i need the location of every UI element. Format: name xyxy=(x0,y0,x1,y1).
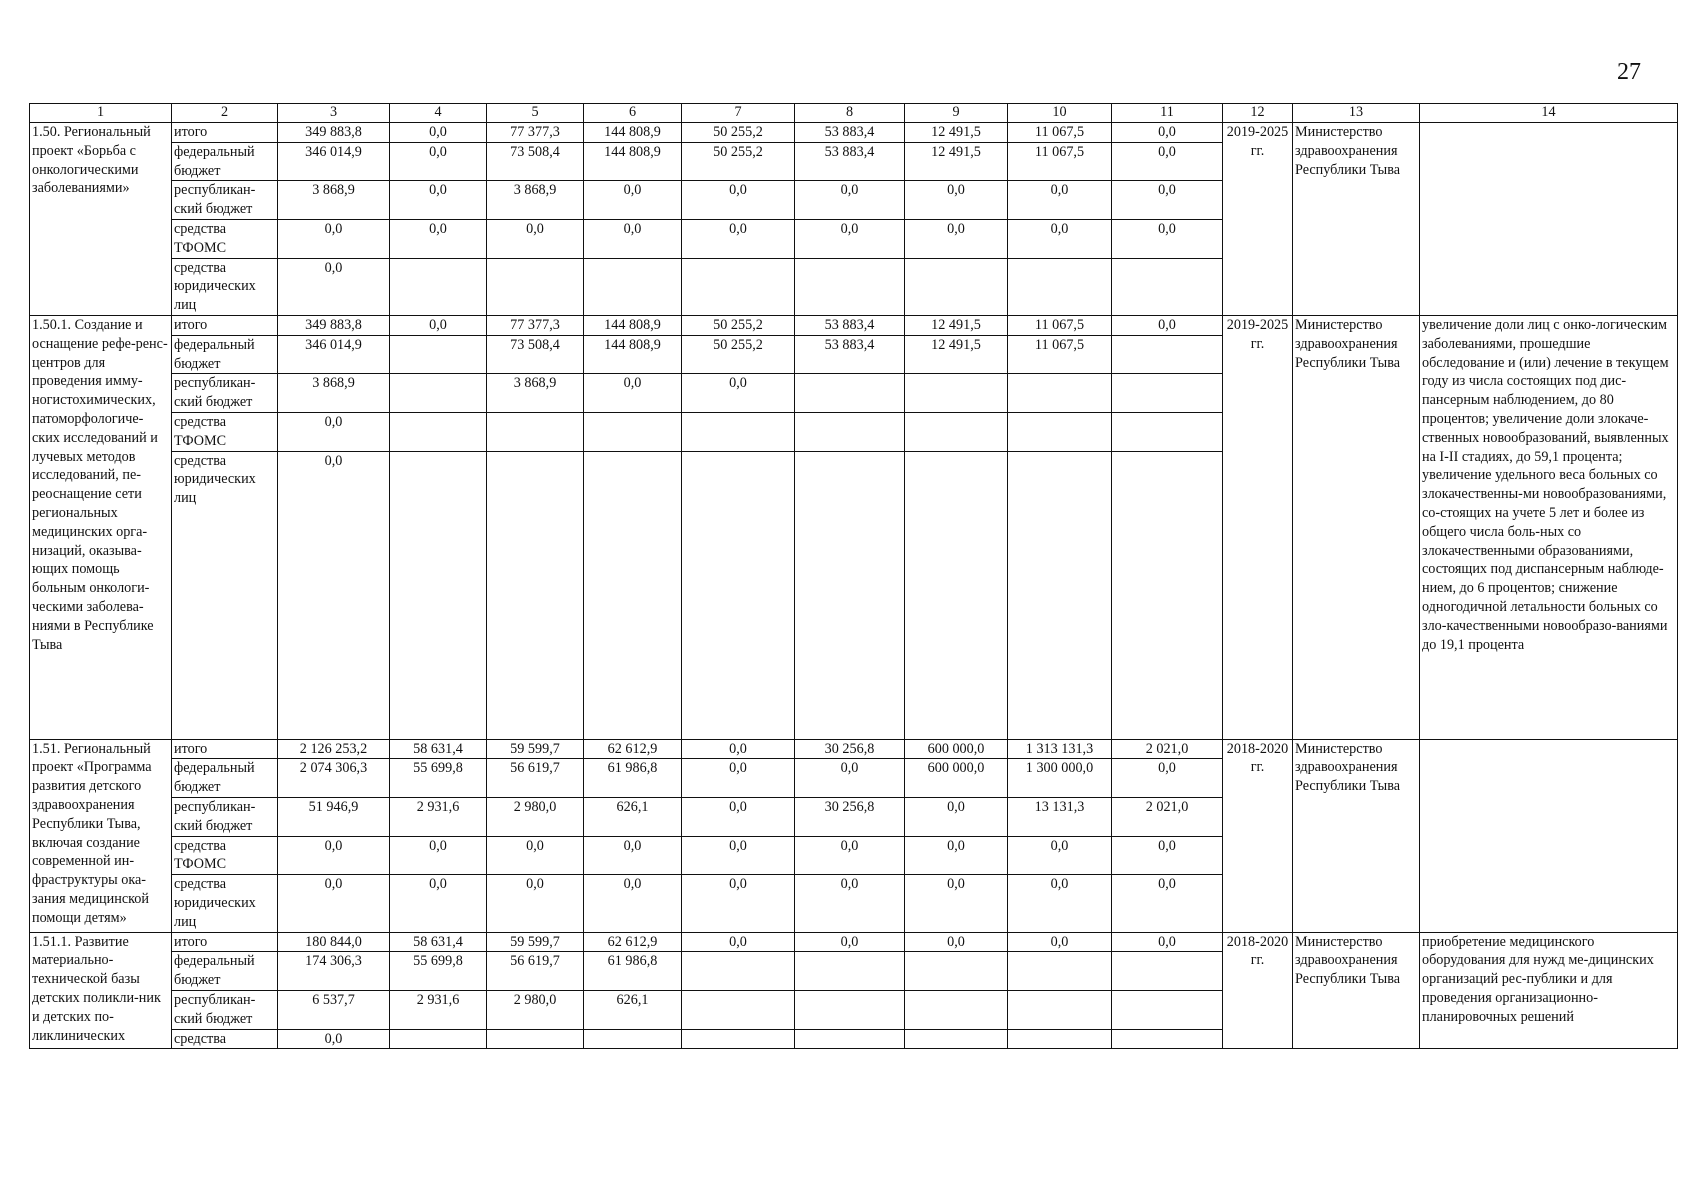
implementation-period: 2019-2025 гг. xyxy=(1223,123,1293,316)
amount-cell: 2 980,0 xyxy=(487,990,584,1029)
amount-cell: 0,0 xyxy=(390,836,487,875)
amount-cell xyxy=(1008,258,1112,315)
amount-cell: 1 313 131,3 xyxy=(1008,739,1112,759)
amount-cell: 11 067,5 xyxy=(1008,142,1112,181)
funding-source-label: республикан-ский бюджет xyxy=(172,374,278,413)
amount-cell: 0,0 xyxy=(1112,836,1223,875)
amount-cell: 51 946,9 xyxy=(278,797,390,836)
amount-cell xyxy=(1112,412,1223,451)
amount-cell: 0,0 xyxy=(1112,219,1223,258)
amount-cell xyxy=(682,952,795,991)
amount-cell xyxy=(1112,258,1223,315)
amount-cell xyxy=(1008,990,1112,1029)
amount-cell: 11 067,5 xyxy=(1008,335,1112,374)
column-number: 3 xyxy=(278,104,390,123)
amount-cell xyxy=(905,1029,1008,1049)
funding-source-label: итого xyxy=(172,123,278,143)
amount-cell: 3 868,9 xyxy=(487,181,584,220)
amount-cell: 73 508,4 xyxy=(487,142,584,181)
amount-cell: 55 699,8 xyxy=(390,759,487,798)
amount-cell: 0,0 xyxy=(278,451,390,739)
amount-cell: 349 883,8 xyxy=(278,315,390,335)
amount-cell: 0,0 xyxy=(1112,142,1223,181)
amount-cell: 12 491,5 xyxy=(905,335,1008,374)
amount-cell: 0,0 xyxy=(390,219,487,258)
amount-cell: 174 306,3 xyxy=(278,952,390,991)
amount-cell: 626,1 xyxy=(584,990,682,1029)
amount-cell: 346 014,9 xyxy=(278,142,390,181)
expected-result xyxy=(1420,739,1678,932)
page-number: 27 xyxy=(1617,59,1641,85)
amount-cell: 53 883,4 xyxy=(795,123,905,143)
amount-cell xyxy=(795,990,905,1029)
funding-source-label: средства юридических лиц xyxy=(172,875,278,932)
amount-cell: 0,0 xyxy=(1112,181,1223,220)
amount-cell: 58 631,4 xyxy=(390,932,487,952)
amount-cell: 144 808,9 xyxy=(584,142,682,181)
amount-cell: 0,0 xyxy=(1008,875,1112,932)
column-number: 7 xyxy=(682,104,795,123)
amount-cell xyxy=(1112,335,1223,374)
section-title: 1.51.1. Развитие материально-технической базы детских поликли-ник и детских по-ликлинических xyxy=(30,932,172,1049)
amount-cell: 0,0 xyxy=(487,836,584,875)
funding-source-label: федеральный бюджет xyxy=(172,335,278,374)
amount-cell xyxy=(1008,374,1112,413)
amount-cell xyxy=(390,1029,487,1049)
column-number: 9 xyxy=(905,104,1008,123)
amount-cell: 56 619,7 xyxy=(487,759,584,798)
column-number: 4 xyxy=(390,104,487,123)
amount-cell: 58 631,4 xyxy=(390,739,487,759)
amount-cell xyxy=(905,412,1008,451)
amount-cell: 0,0 xyxy=(905,797,1008,836)
funding-source-label: итого xyxy=(172,315,278,335)
column-number-row xyxy=(30,104,1678,123)
amount-cell: 0,0 xyxy=(487,219,584,258)
section-title: 1.50.1. Создание и оснащение рефе-ренс-центров для проведения имму-ногистохимических, патоморфологиче-ских исследований и лучевых методов исследований, пе-реоснащение сети региональных медицинских орга-низаций, оказыва-ющих помощь больным онкологи-ческими заболева-ниями в Республике Тыва xyxy=(30,315,172,739)
amount-cell xyxy=(795,952,905,991)
amount-cell xyxy=(1008,412,1112,451)
amount-cell: 61 986,8 xyxy=(584,952,682,991)
amount-cell: 0,0 xyxy=(682,759,795,798)
amount-cell: 11 067,5 xyxy=(1008,315,1112,335)
amount-cell xyxy=(795,412,905,451)
amount-cell: 144 808,9 xyxy=(584,123,682,143)
amount-cell: 0,0 xyxy=(1112,875,1223,932)
funding-source-label: республикан-ский бюджет xyxy=(172,797,278,836)
funding-source-label: средства ТФОМС xyxy=(172,219,278,258)
amount-cell: 30 256,8 xyxy=(795,739,905,759)
amount-cell: 50 255,2 xyxy=(682,123,795,143)
amount-cell: 0,0 xyxy=(1008,836,1112,875)
amount-cell: 2 021,0 xyxy=(1112,797,1223,836)
column-number: 14 xyxy=(1420,104,1678,123)
amount-cell xyxy=(487,1029,584,1049)
funding-source-label: средства ТФОМС xyxy=(172,412,278,451)
amount-cell: 30 256,8 xyxy=(795,797,905,836)
amount-cell xyxy=(682,451,795,739)
amount-cell: 0,0 xyxy=(682,797,795,836)
funding-source-label: средства юридических лиц xyxy=(172,451,278,739)
amount-cell: 0,0 xyxy=(278,1029,390,1049)
amount-cell: 0,0 xyxy=(795,219,905,258)
amount-cell: 0,0 xyxy=(584,219,682,258)
amount-cell: 0,0 xyxy=(487,875,584,932)
implementation-period: 2018-2020 гг. xyxy=(1223,932,1293,1049)
implementation-period: 2019-2025 гг. xyxy=(1223,315,1293,739)
responsible-executor: Министерство здравоохранения Республики Тыва xyxy=(1293,739,1420,932)
funding-source-label: республикан-ский бюджет xyxy=(172,990,278,1029)
amount-cell: 0,0 xyxy=(795,875,905,932)
amount-cell: 0,0 xyxy=(682,739,795,759)
amount-cell: 53 883,4 xyxy=(795,142,905,181)
amount-cell: 0,0 xyxy=(278,219,390,258)
amount-cell: 2 074 306,3 xyxy=(278,759,390,798)
amount-cell xyxy=(390,451,487,739)
amount-cell: 0,0 xyxy=(682,219,795,258)
amount-cell: 12 491,5 xyxy=(905,142,1008,181)
amount-cell xyxy=(487,258,584,315)
amount-cell: 77 377,3 xyxy=(487,315,584,335)
amount-cell: 2 980,0 xyxy=(487,797,584,836)
table-row xyxy=(30,123,1678,143)
amount-cell: 2 021,0 xyxy=(1112,739,1223,759)
amount-cell: 56 619,7 xyxy=(487,952,584,991)
amount-cell: 0,0 xyxy=(1008,932,1112,952)
amount-cell: 0,0 xyxy=(390,315,487,335)
expected-result: приобретение медицинского оборудования для нужд ме-дицинских организаций рес-публики и для проведения организационно-планировочных решений xyxy=(1420,932,1678,1049)
amount-cell: 2 931,6 xyxy=(390,990,487,1029)
amount-cell xyxy=(584,258,682,315)
responsible-executor: Министерство здравоохранения Республики Тыва xyxy=(1293,932,1420,1049)
amount-cell: 12 491,5 xyxy=(905,123,1008,143)
amount-cell xyxy=(905,990,1008,1029)
amount-cell: 53 883,4 xyxy=(795,335,905,374)
amount-cell: 0,0 xyxy=(905,181,1008,220)
amount-cell xyxy=(905,258,1008,315)
amount-cell: 600 000,0 xyxy=(905,759,1008,798)
amount-cell: 0,0 xyxy=(1112,759,1223,798)
amount-cell xyxy=(905,374,1008,413)
amount-cell: 0,0 xyxy=(1112,123,1223,143)
amount-cell: 2 126 253,2 xyxy=(278,739,390,759)
section-title: 1.51. Региональный проект «Программа развития детского здравоохранения Республики Тыва, включая создание современной ин-фраструктуры ока-зания медицинской помощи детям» xyxy=(30,739,172,932)
amount-cell: 0,0 xyxy=(682,181,795,220)
amount-cell: 0,0 xyxy=(905,875,1008,932)
amount-cell: 0,0 xyxy=(795,836,905,875)
amount-cell: 0,0 xyxy=(390,142,487,181)
expected-result: увеличение доли лиц с онко-логическим заболеваниями, прошедшие обследование и (или) лечение в текущем году из числа состоящих под дис-пансерным наблюдением, до 80 процентов; увеличение доли злокаче-ственных новообразований, выявленных на I-II стадиях, до 59,1 процента; увеличение удельного веса больных со злокачественны-ми новообразованиями, со-стоящих на учете 5 лет и более из общего числа боль-ных со злокачественными образованиями, состоящих под диспансерным наблюде-нием, до 6 процентов; снижение одногодичной летальности больных со зло-качественными новообразо-ваниями до 19,1 процента xyxy=(1420,315,1678,739)
amount-cell: 59 599,7 xyxy=(487,739,584,759)
amount-cell: 62 612,9 xyxy=(584,932,682,952)
amount-cell: 62 612,9 xyxy=(584,739,682,759)
amount-cell xyxy=(390,258,487,315)
column-number: 13 xyxy=(1293,104,1420,123)
amount-cell xyxy=(795,374,905,413)
amount-cell: 12 491,5 xyxy=(905,315,1008,335)
amount-cell xyxy=(682,412,795,451)
amount-cell: 77 377,3 xyxy=(487,123,584,143)
funding-source-label: федеральный бюджет xyxy=(172,142,278,181)
amount-cell xyxy=(905,952,1008,991)
amount-cell xyxy=(487,412,584,451)
funding-source-label: итого xyxy=(172,739,278,759)
amount-cell: 0,0 xyxy=(1008,219,1112,258)
funding-source-label: республикан-ский бюджет xyxy=(172,181,278,220)
amount-cell: 0,0 xyxy=(278,258,390,315)
table-row xyxy=(30,932,1678,952)
amount-cell: 3 868,9 xyxy=(487,374,584,413)
table-row xyxy=(30,315,1678,335)
amount-cell xyxy=(1112,952,1223,991)
amount-cell xyxy=(795,451,905,739)
table-row xyxy=(30,739,1678,759)
amount-cell: 0,0 xyxy=(682,374,795,413)
amount-cell xyxy=(584,1029,682,1049)
amount-cell xyxy=(795,258,905,315)
funding-source-label: федеральный бюджет xyxy=(172,759,278,798)
amount-cell xyxy=(487,451,584,739)
column-number: 1 xyxy=(30,104,172,123)
amount-cell: 59 599,7 xyxy=(487,932,584,952)
amount-cell: 50 255,2 xyxy=(682,142,795,181)
amount-cell: 0,0 xyxy=(682,836,795,875)
amount-cell: 73 508,4 xyxy=(487,335,584,374)
expected-result xyxy=(1420,123,1678,316)
column-number: 2 xyxy=(172,104,278,123)
amount-cell: 0,0 xyxy=(390,875,487,932)
amount-cell: 0,0 xyxy=(584,374,682,413)
amount-cell: 50 255,2 xyxy=(682,315,795,335)
amount-cell: 0,0 xyxy=(390,181,487,220)
amount-cell xyxy=(1112,990,1223,1029)
amount-cell xyxy=(390,335,487,374)
amount-cell: 0,0 xyxy=(795,759,905,798)
amount-cell: 0,0 xyxy=(905,932,1008,952)
responsible-executor: Министерство здравоохранения Республики Тыва xyxy=(1293,315,1420,739)
amount-cell: 626,1 xyxy=(584,797,682,836)
funding-source-label: средства ТФОМС xyxy=(172,836,278,875)
amount-cell: 1 300 000,0 xyxy=(1008,759,1112,798)
amount-cell xyxy=(682,258,795,315)
amount-cell xyxy=(1008,1029,1112,1049)
implementation-period: 2018-2020 гг. xyxy=(1223,739,1293,932)
amount-cell: 53 883,4 xyxy=(795,315,905,335)
column-number: 6 xyxy=(584,104,682,123)
amount-cell xyxy=(1112,1029,1223,1049)
amount-cell: 0,0 xyxy=(682,932,795,952)
amount-cell: 55 699,8 xyxy=(390,952,487,991)
column-number: 12 xyxy=(1223,104,1293,123)
amount-cell xyxy=(584,451,682,739)
amount-cell xyxy=(682,1029,795,1049)
amount-cell: 346 014,9 xyxy=(278,335,390,374)
column-number: 8 xyxy=(795,104,905,123)
amount-cell: 0,0 xyxy=(795,932,905,952)
amount-cell: 0,0 xyxy=(584,181,682,220)
amount-cell xyxy=(584,412,682,451)
amount-cell xyxy=(1008,952,1112,991)
amount-cell: 0,0 xyxy=(1112,315,1223,335)
amount-cell: 0,0 xyxy=(1112,932,1223,952)
amount-cell: 11 067,5 xyxy=(1008,123,1112,143)
amount-cell: 13 131,3 xyxy=(1008,797,1112,836)
funding-source-label: средства юридических лиц xyxy=(172,258,278,315)
amount-cell: 0,0 xyxy=(278,875,390,932)
responsible-executor: Министерство здравоохранения Республики Тыва xyxy=(1293,123,1420,316)
amount-cell: 600 000,0 xyxy=(905,739,1008,759)
amount-cell xyxy=(682,990,795,1029)
amount-cell: 0,0 xyxy=(1008,181,1112,220)
amount-cell: 3 868,9 xyxy=(278,374,390,413)
amount-cell xyxy=(390,374,487,413)
amount-cell: 0,0 xyxy=(278,412,390,451)
amount-cell xyxy=(905,451,1008,739)
amount-cell: 2 931,6 xyxy=(390,797,487,836)
amount-cell xyxy=(1112,374,1223,413)
amount-cell: 180 844,0 xyxy=(278,932,390,952)
section-title: 1.50. Региональный проект «Борьба с онкологическими заболеваниями» xyxy=(30,123,172,316)
funding-source-label: итого xyxy=(172,932,278,952)
amount-cell xyxy=(1008,451,1112,739)
funding-source-label: средства xyxy=(172,1029,278,1049)
amount-cell xyxy=(1112,451,1223,739)
amount-cell: 0,0 xyxy=(795,181,905,220)
budget-table xyxy=(29,103,1678,1049)
column-number: 11 xyxy=(1112,104,1223,123)
amount-cell xyxy=(795,1029,905,1049)
amount-cell: 144 808,9 xyxy=(584,335,682,374)
amount-cell: 349 883,8 xyxy=(278,123,390,143)
amount-cell: 0,0 xyxy=(278,836,390,875)
amount-cell: 0,0 xyxy=(905,219,1008,258)
funding-source-label: федеральный бюджет xyxy=(172,952,278,991)
amount-cell: 0,0 xyxy=(905,836,1008,875)
amount-cell: 3 868,9 xyxy=(278,181,390,220)
amount-cell: 50 255,2 xyxy=(682,335,795,374)
amount-cell: 0,0 xyxy=(682,875,795,932)
column-number: 10 xyxy=(1008,104,1112,123)
amount-cell: 61 986,8 xyxy=(584,759,682,798)
amount-cell xyxy=(390,412,487,451)
amount-cell: 144 808,9 xyxy=(584,315,682,335)
column-number: 5 xyxy=(487,104,584,123)
amount-cell: 0,0 xyxy=(390,123,487,143)
amount-cell: 0,0 xyxy=(584,836,682,875)
amount-cell: 6 537,7 xyxy=(278,990,390,1029)
amount-cell: 0,0 xyxy=(584,875,682,932)
